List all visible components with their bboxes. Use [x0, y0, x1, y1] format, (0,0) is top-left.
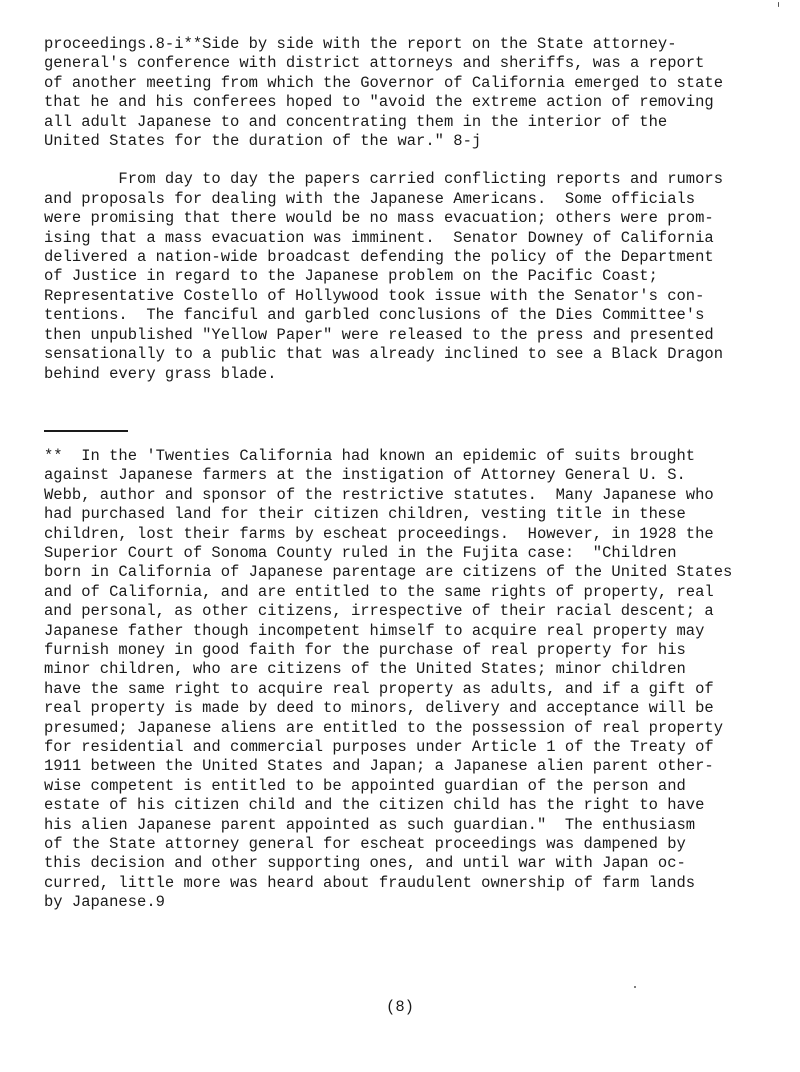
footnote-line: furnish money in good faith for the purchase of real property for his	[44, 640, 686, 659]
scan-speck	[778, 2, 779, 7]
text-line: general's conference with district attorneys and sheriffs, was a report	[44, 54, 705, 73]
footnote-line: against Japanese farmers at the instigation of Attorney General U. S.	[44, 466, 686, 485]
footnote-line: ** In the 'Twenties California had known an epidemic of suits brought	[44, 446, 696, 465]
footnote-line: and of California, and are entitled to the same rights of property, real	[44, 582, 714, 601]
footnote-line: Japanese father though incompetent himself to acquire real property may	[44, 621, 705, 640]
text-line: were promising that there would be no mass evacuation; others were prom-	[44, 209, 714, 228]
footnote	[44, 447, 774, 913]
footnote-line: presumed; Japanese aliens are entitled to the possession of real property	[44, 718, 724, 737]
footnote-line: real property is made by deed to minors, delivery and acceptance will be	[44, 699, 714, 718]
footnote-line: by Japanese.9	[44, 893, 165, 912]
footnote-line: children, lost their farms by escheat proceedings. However, in 1928 the	[44, 524, 714, 543]
footnote-line: wise competent is entitled to be appointed guardian of the person and	[44, 776, 686, 795]
text-line: delivered a nation-wide broadcast defending the policy of the Department	[44, 248, 714, 267]
text-line: From day to day the papers carried conflicting reports and rumors	[44, 170, 724, 189]
footnote-line: had purchased land for their citizen children, vesting title in these	[44, 505, 686, 524]
footnote-line: his alien Japanese parent appointed as such guardian." The enthusiasm	[44, 815, 696, 834]
text-line: sensationally to a public that was already inclined to see a Black Dragon	[44, 345, 724, 364]
text-line: behind every grass blade.	[44, 364, 277, 383]
footnote-line: born in California of Japanese parentage are citizens of the United States	[44, 563, 733, 582]
footnote-line: Superior Court of Sonoma County ruled in the Fujita case: "Children	[44, 543, 677, 562]
page-number: (8)	[386, 998, 414, 1016]
text-line: of another meeting from which the Governor of California emerged to state	[44, 73, 724, 92]
footnote-line: of the State attorney general for escheat proceedings was dampened by	[44, 835, 686, 854]
body-paragraph-1	[44, 35, 774, 151]
footnote-line: Webb, author and sponsor of the restrictive statutes. Many Japanese who	[44, 485, 714, 504]
text-line: then unpublished "Yellow Paper" were released to the press and presented	[44, 325, 714, 344]
text-line: Representative Costello of Hollywood took issue with the Senator's con-	[44, 286, 705, 305]
scan-speck	[634, 986, 636, 988]
text-line: and proposals for dealing with the Japanese Americans. Some officials	[44, 189, 696, 208]
footnote-line: curred, little more was heard about fraudulent ownership of farm lands	[44, 873, 696, 892]
text-line: United States for the duration of the war." 8-j	[44, 132, 482, 151]
text-line: tentions. The fanciful and garbled conclusions of the Dies Committee's	[44, 306, 705, 325]
document-page	[44, 35, 774, 913]
text-line: all adult Japanese to and concentrating them in the interior of the	[44, 112, 668, 131]
footnote-line: estate of his citizen child and the citizen child has the right to have	[44, 796, 705, 815]
footnote-line: have the same right to acquire real property as adults, and if a gift of	[44, 679, 714, 698]
text-line: that he and his conferees hoped to "avoid the extreme action of removing	[44, 93, 714, 112]
text-line: proceedings.8-i**Side by side with the report on the State attorney-	[44, 35, 677, 53]
footnote-line: minor children, who are citizens of the United States; minor children	[44, 660, 686, 679]
text-line: of Justice in regard to the Japanese problem on the Pacific Coast;	[44, 267, 658, 286]
footnote-line: 1911 between the United States and Japan; a Japanese alien parent other-	[44, 757, 714, 776]
footnote-separator-rule	[44, 430, 128, 432]
text-line: ising that a mass evacuation was imminent. Senator Downey of California	[44, 228, 714, 247]
footnote-line: and personal, as other citizens, irrespective of their racial descent; a	[44, 602, 714, 621]
footnote-line: this decision and other supporting ones, and until war with Japan oc-	[44, 854, 686, 873]
body-paragraph-2	[44, 170, 774, 383]
footnote-line: for residential and commercial purposes under Article 1 of the Treaty of	[44, 738, 714, 756]
